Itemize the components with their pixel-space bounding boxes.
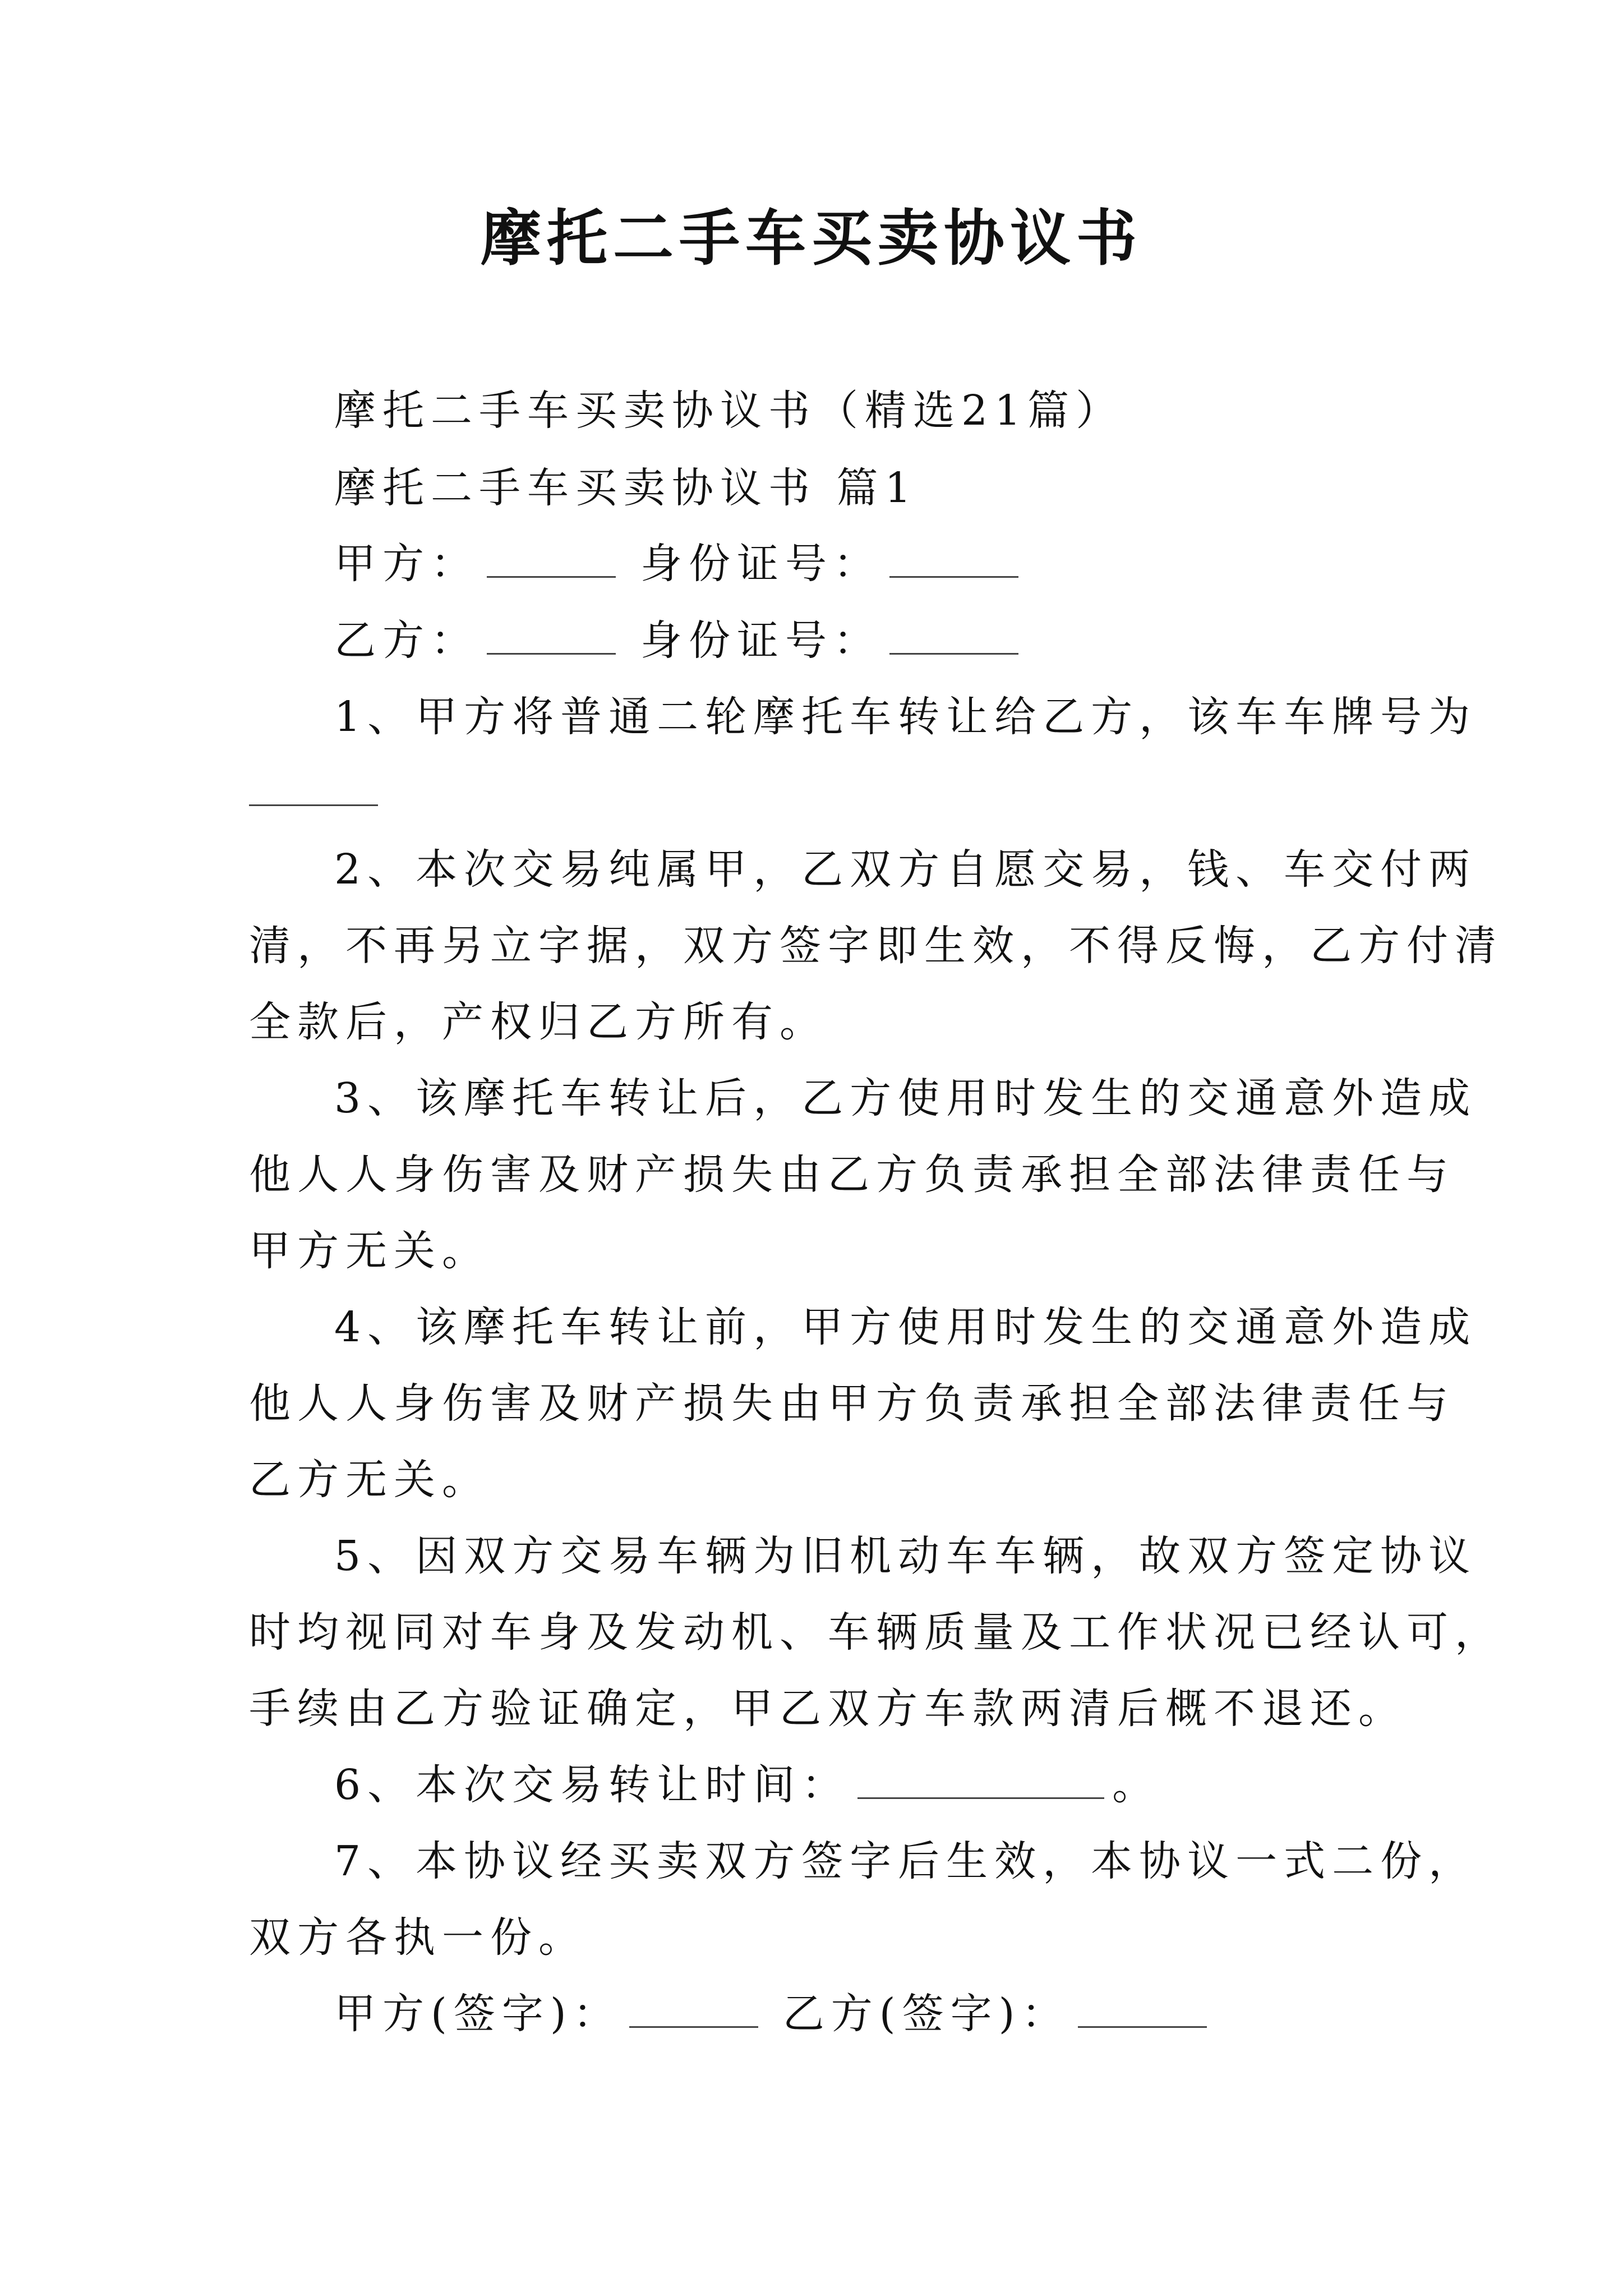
clause-4-line-1: 4、该摩托车转让前，甲方使用时发生的交通意外造成 (334, 1303, 1477, 1351)
clause-6-text: 6、本次交易转让时间： (334, 1761, 850, 1809)
clause-5-line-3: 手续由乙方验证确定，甲乙双方车款两清后概不退还。 (249, 1685, 1407, 1733)
clause-5-line-2: 时均视同对车身及发动机、车辆质量及工作状况已经认可， (249, 1608, 1503, 1657)
clause-4-line-2: 他人人身伤害及财产损失由甲方负责承担全部法律责任与 (249, 1379, 1455, 1428)
clause-3-line-3: 甲方无关。 (249, 1227, 490, 1275)
sign-a-label: 甲方(签字)： (334, 1990, 621, 2038)
clause-7-line-2: 双方各执一份。 (249, 1913, 587, 1962)
clause-6 (334, 1757, 1160, 1813)
plate-number-blank (249, 765, 378, 806)
sign-b-blank (1078, 1987, 1207, 2028)
party-a-id-blank (889, 537, 1018, 578)
clause-3-line-1: 3、该摩托车转让后，乙方使用时发生的交通意外造成 (334, 1074, 1477, 1122)
clause-1: 1、甲方将普通二轮摩托车转让给乙方，该车车牌号为 (334, 693, 1477, 741)
transfer-time-blank (857, 1758, 1104, 1799)
sign-a-blank (629, 1987, 758, 2028)
party-a-label: 甲方： (334, 540, 479, 588)
signature-row (334, 1986, 1215, 2042)
party-a-row (334, 536, 1026, 592)
party-a-blank (487, 537, 616, 578)
clause-5-line-1: 5、因双方交易车辆为旧机动车车辆，故双方签定协议 (334, 1532, 1477, 1580)
document-subtitle: 摩托二手车买卖协议书（精选21篇） (334, 386, 1124, 435)
document-title: 摩托二手车买卖协议书 (480, 203, 1142, 274)
party-b-row (334, 613, 1026, 669)
party-a-id-label: 身份证号： (640, 540, 882, 588)
clause-4-line-3: 乙方无关。 (249, 1456, 490, 1504)
party-b-blank (487, 614, 616, 655)
section-heading: 摩托二手车买卖协议书 篇1 (334, 464, 918, 512)
party-b-label: 乙方： (334, 616, 479, 665)
party-b-id-label: 身份证号： (640, 616, 882, 665)
clause-1-plate-row (249, 764, 386, 820)
clause-2-line-1: 2、本次交易纯属甲，乙双方自愿交易，钱、车交付两 (334, 845, 1477, 894)
clause-6-end: 。 (1112, 1761, 1161, 1809)
party-b-id-blank (889, 614, 1018, 655)
clause-2-line-3: 全款后，产权归乙方所有。 (249, 998, 828, 1046)
sign-b-label: 乙方(签字)： (782, 1990, 1070, 2038)
clause-2-line-2: 清，不再另立字据，双方签字即生效，不得反悔，乙方付清 (249, 922, 1503, 970)
clause-3-line-2: 他人人身伤害及财产损失由乙方负责承担全部法律责任与 (249, 1151, 1455, 1199)
clause-7-line-1: 7、本协议经买卖双方签字后生效，本协议一式二份， (334, 1837, 1477, 1885)
